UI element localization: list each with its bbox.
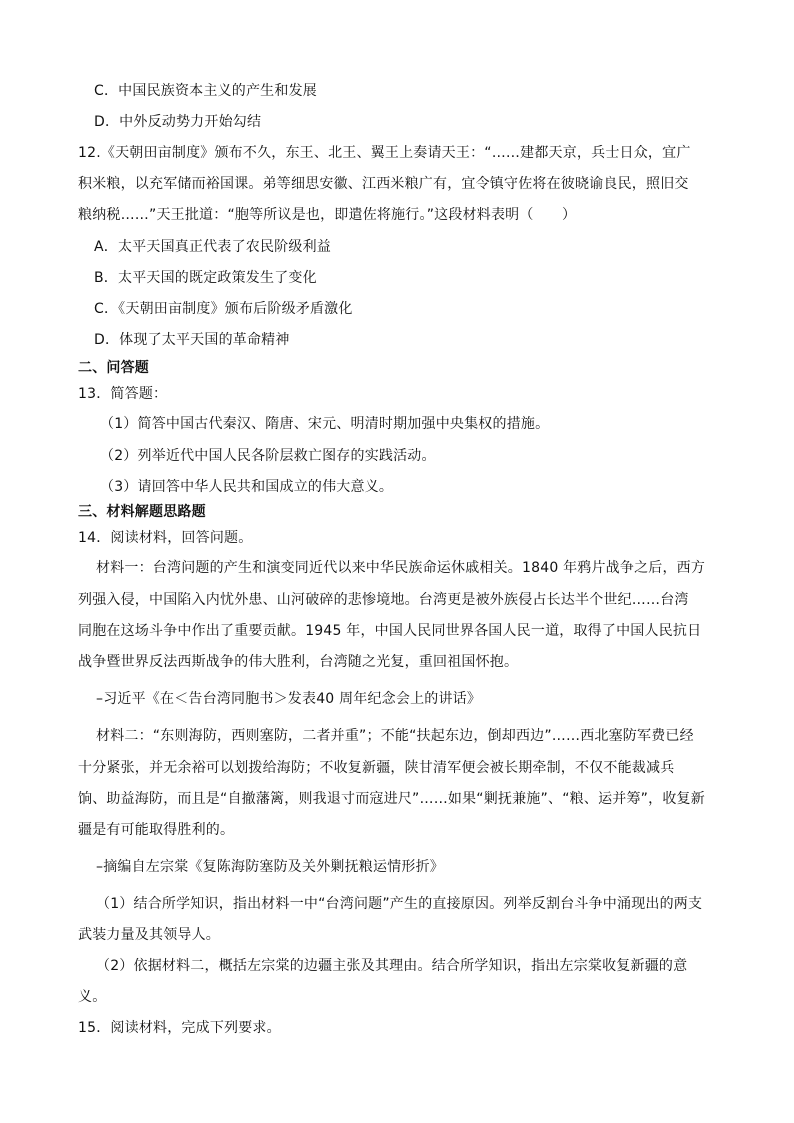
material2-line-3: 饷、助益海防，而且是“自撤藩篱，则我退寸而寇进尺”……如果“剿抚兼施”、“粮、运并筹”，收复新	[78, 791, 705, 807]
q13-title: 13．简答题：	[78, 386, 168, 402]
material2-line-4: 疆是有可能取得胜利的。	[78, 822, 235, 838]
material1-line-4: 战争暨世界反法西斯战争的伟大胜利，台湾随之光复，重回祖国怀抱。	[78, 654, 519, 670]
material1-source: –习近平《在＜告台湾同胞书＞发表40 周年纪念会上的讲话》	[96, 691, 482, 707]
material1-line-3: 同胞在这场斗争中作出了重要贡献。1945 年，中国人民同世界各国人民一道，取得了中国人民抗日	[78, 623, 702, 639]
q14-title: 14．阅读材料，回答问题。	[78, 530, 253, 546]
q12-option-d: D．体现了太平天国的革命精神	[94, 332, 290, 348]
material2-line-1: 材料二：“东则海防，西则塞防，二者并重”；不能“扶起东边，倒却西边”……西北塞防军费已经	[96, 728, 694, 744]
q13-part-2: （2）列举近代中国人民各阶层救亡图存的实践活动。	[100, 448, 436, 464]
q12-stem-line-1: 12.《天朝田亩制度》颁布不久，东王、北王、翼王上奏请天王：“……建都天京，兵士日众，宜广	[78, 145, 691, 161]
q11-option-c: C．中国民族资本主义的产生和发展	[94, 83, 317, 99]
q13-part-3: （3）请回答中华人民共和国成立的伟大意义。	[100, 479, 394, 495]
section2-heading: 二、问答题	[78, 360, 149, 376]
q12-stem-line-2: 积米粮，以充军储而裕国课。弟等细思安徽、江西米粮广有，宜令镇守佐将在彼晓谕良民，照旧交	[78, 176, 689, 192]
q12-stem-line-3: 粮纳税……”天王批道：“胞等所议是也，即遣佐将施行。”这段材料表明（ ）	[78, 207, 577, 223]
q14-part-2-line-1: （2）依据材料二，概括左宗棠的边疆主张及其理由。结合所学知识，指出左宗棠收复新疆的意	[96, 958, 688, 974]
q14-part-1-line-2: 武装力量及其领导人。	[78, 927, 220, 943]
q11-option-d: D．中外反动势力开始勾结	[94, 114, 262, 130]
material1-line-2: 列强入侵，中国陷入内忧外患、山河破碎的悲惨境地。台湾更是被外族侵占长达半个世纪……台湾	[78, 592, 689, 608]
material2-line-2: 十分紧张，并无余裕可以划拨给海防；不收复新疆，陕甘清军便会被长期牵制，不仅不能裁减兵	[78, 760, 675, 776]
q12-option-a: A．太平天国真正代表了农民阶级利益	[94, 239, 331, 255]
section3-heading: 三、材料解题思路题	[78, 504, 206, 520]
material2-source: –摘编自左宗棠《复陈海防塞防及关外剿抚粮运情形折》	[96, 859, 444, 875]
q12-option-c: C．《天朝田亩制度》颁布后阶级矛盾激化	[94, 301, 353, 317]
q14-part-1-line-1: （1）结合所学知识，指出材料一中“台湾问题”产生的直接原因。列举反割台斗争中涌现出的两支	[96, 896, 703, 912]
material1-line-1: 材料一：台湾问题的产生和演变同近代以来中华民族命运休戚相关。1840 年鸦片战争之后，西方	[96, 560, 706, 576]
q13-part-1: （1）简答中国古代秦汉、隋唐、宋元、明清时期加强中央集权的措施。	[100, 416, 550, 432]
q12-option-b: B．太平天国的既定政策发生了变化	[94, 270, 317, 286]
q14-part-2-line-2: 义。	[78, 989, 107, 1005]
q15-title: 15．阅读材料，完成下列要求。	[78, 1020, 281, 1036]
